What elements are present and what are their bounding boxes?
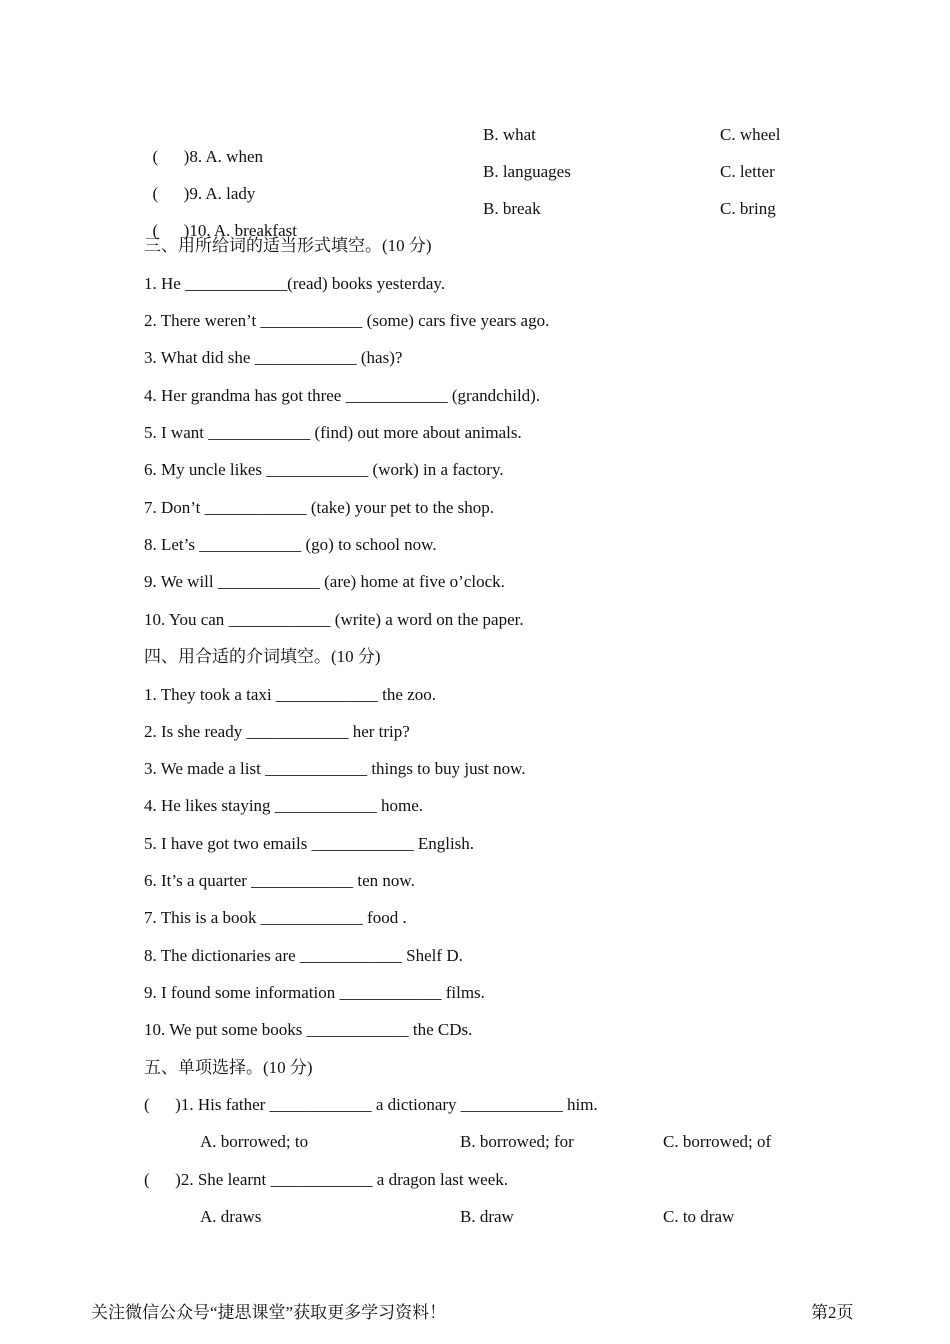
fill-item: 10. We put some books ____________ the CDs. <box>144 1020 473 1039</box>
fill-item: 7. Don’t ____________ (take) your pet to the shop. <box>144 498 495 517</box>
fill-item: 8. The dictionaries are ____________ Shelf D. <box>144 946 463 965</box>
option-c: C. borrowed; of <box>663 1132 772 1151</box>
option-b: B. draw <box>460 1207 514 1226</box>
fill-item: 1. He ____________(read) books yesterday. <box>144 274 446 293</box>
option-c: C. letter <box>720 162 775 181</box>
fill-item: 3. We made a list ____________ things to buy just now. <box>144 759 526 778</box>
fill-item: 6. It’s a quarter ____________ ten now. <box>144 871 415 890</box>
fill-item: 3. What did she ____________ (has)? <box>144 348 403 367</box>
footer-note: 关注微信公众号“捷思课堂”获取更多学习资料！ <box>91 1303 447 1322</box>
option-a: A. borrowed; to <box>200 1132 309 1151</box>
fill-item: 9. I found some information ____________ films. <box>144 983 485 1002</box>
question-stem: ( )9. A. lady <box>152 184 256 203</box>
question-stem: ( )2. She learnt ____________ a dragon last week. <box>144 1170 508 1189</box>
fill-item: 2. There weren’t ____________ (some) cars five years ago. <box>144 311 550 330</box>
fill-item: 4. He likes staying ____________ home. <box>144 796 424 815</box>
option-c: C. to draw <box>663 1207 735 1226</box>
question-stem: ( )8. A. when <box>152 147 263 166</box>
fill-item: 5. I want ____________ (find) out more about animals. <box>144 423 522 442</box>
fill-item: 6. My uncle likes ____________ (work) in a factory. <box>144 460 504 479</box>
fill-item: 7. This is a book ____________ food . <box>144 908 407 927</box>
fill-item: 2. Is she ready ____________ her trip? <box>144 722 410 741</box>
fill-item: 10. You can ____________ (write) a word on the paper. <box>144 610 524 629</box>
fill-item: 9. We will ____________ (are) home at five o’clock. <box>144 572 505 591</box>
option-c: C. bring <box>720 199 776 218</box>
fill-item: 8. Let’s ____________ (go) to school now. <box>144 535 437 554</box>
question-stem: ( )10. A. breakfast <box>152 221 297 240</box>
fill-item: 1. They took a taxi ____________ the zoo. <box>144 685 436 704</box>
option-b: B. borrowed; for <box>460 1132 574 1151</box>
fill-item: 4. Her grandma has got three ____________ (grandchild). <box>144 386 541 405</box>
option-b: B. what <box>483 125 536 144</box>
option-b: B. break <box>483 199 541 218</box>
page-number: 第2页 <box>811 1303 854 1322</box>
option-b: B. languages <box>483 162 571 181</box>
section-title: 三、用所给词的适当形式填空。(10 分) <box>144 236 432 255</box>
question-stem: ( )1. His father ____________ a dictionary ____________ him. <box>144 1095 598 1114</box>
section-title: 四、用合适的介词填空。(10 分) <box>144 647 381 666</box>
option-a: A. draws <box>200 1207 262 1226</box>
option-c: C. wheel <box>720 125 781 144</box>
section-title: 五、单项选择。(10 分) <box>144 1058 313 1077</box>
fill-item: 5. I have got two emails ____________ English. <box>144 834 475 853</box>
